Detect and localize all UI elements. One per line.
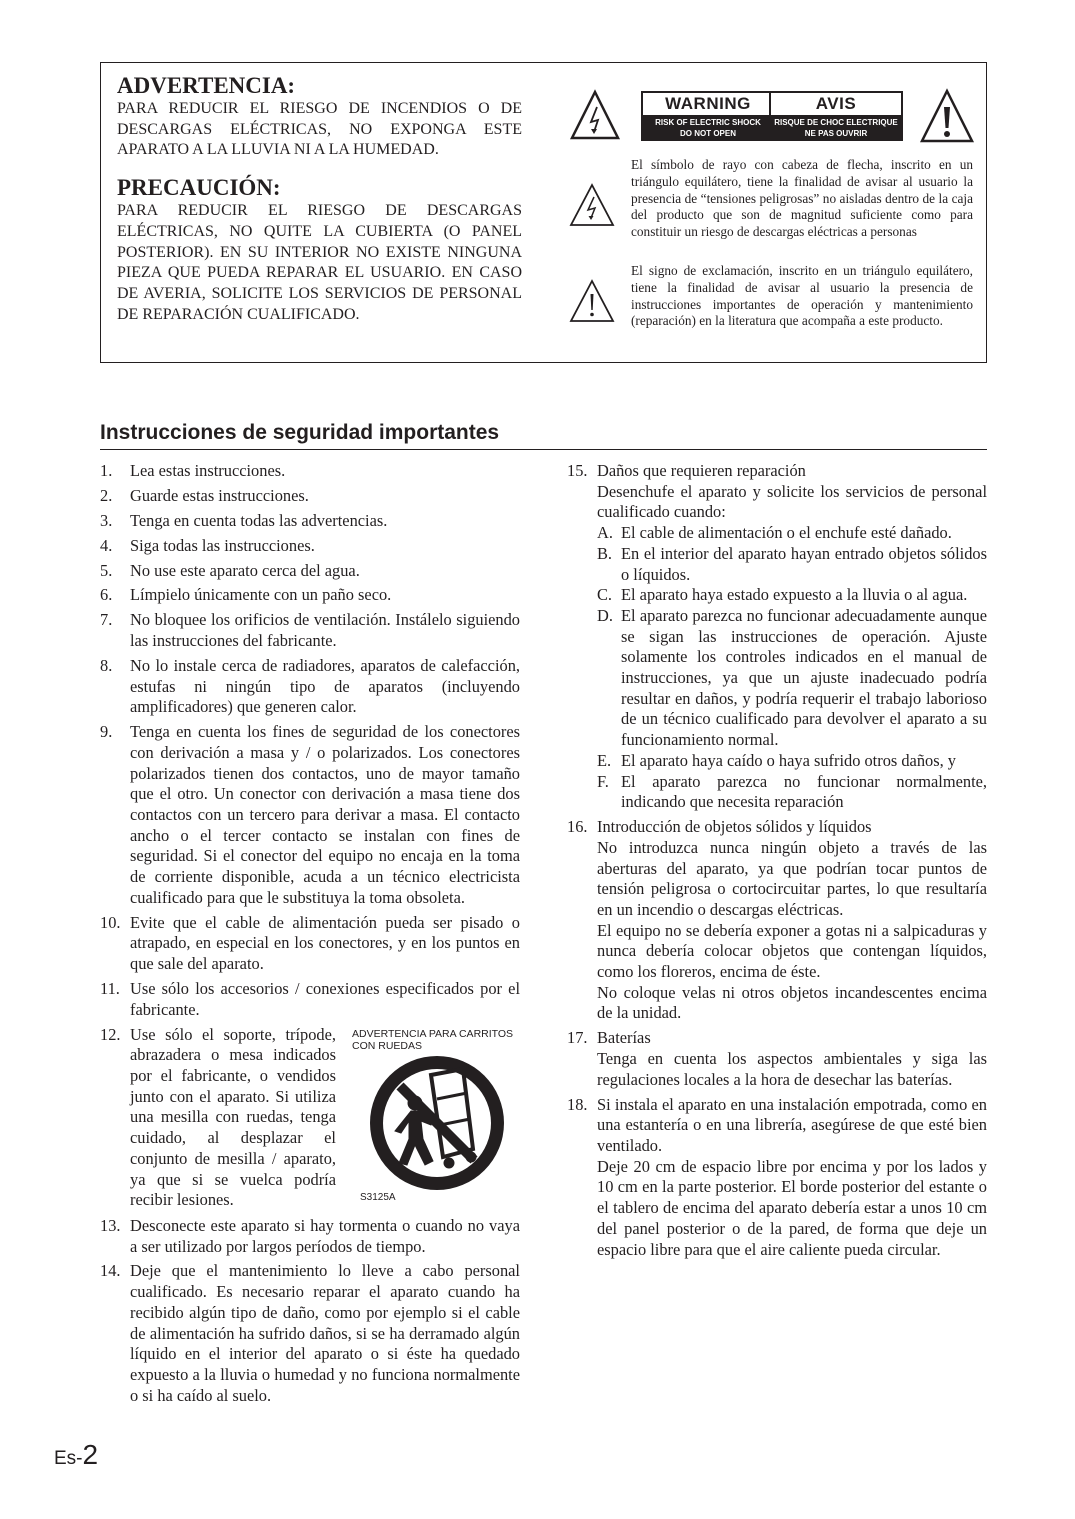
page-number-prefix: Es- (54, 1448, 83, 1469)
warning-label-text (641, 117, 775, 139)
exclamation-description: El signo de exclamación, inscrito en un triángulo equilátero, tiene la finalidad de avisar al usuario la presencia de instrucciones importantes de operación y mantenimiento (reparación) en la literatura que acompaña a este producto. (631, 263, 973, 329)
item-intro: Desenchufe el aparato y solicite los servicios de personal cualificado cuando: (597, 481, 987, 522)
item-title: Daños que requieren reparación (597, 461, 806, 480)
list-item (567, 1028, 987, 1090)
sub-item (597, 585, 987, 606)
right-column (567, 461, 987, 1264)
advertencia-heading: ADVERTENCIA: (117, 73, 296, 98)
item-number: 5. (100, 560, 113, 580)
item-text: Desconecte este aparato si hay tormenta o cuando no vaya a ser utilizado por largos períodos de tiempo. (130, 1215, 520, 1256)
sub-item (597, 606, 987, 751)
page-number-value: 2 (82, 1439, 99, 1470)
sub-item-text: El aparato haya estado expuesto a la lluvia o al agua. (621, 585, 968, 605)
item-number: 11. (100, 979, 120, 999)
lightning-symbol-row (569, 157, 973, 241)
list-item (100, 461, 520, 482)
precaucion-text: PARA REDUCIR EL RIESGO DE DESCARGAS ELÉCTRICAS, NO QUITE LA CUBIERTA (O PANEL POSTERIOR). EN SU INTERIOR NO EXISTE NINGUNA PIEZA QUE PUEDA REPARAR EL USUARIO. EN CASO DE AVERIA, SOLICITE LOS SERVICIOS DE PERSONAL DE REPARACIÓN CUALIFICADO. (117, 202, 522, 323)
warning-box (100, 62, 987, 363)
list-item (100, 610, 520, 651)
precaucion-heading: PRECAUCIÓN: (117, 175, 281, 201)
item-number: 17. (567, 1028, 588, 1048)
item-number: 2. (100, 485, 113, 505)
warning-label-line2: DO NOT OPEN (679, 129, 736, 138)
sub-item-text: El cable de alimentación o el enchufe esté dañado. (621, 523, 952, 543)
item-paragraph: Deje 20 cm de espacio libre por encima y por los lados y 10 cm en la parte posterior. El borde posterior del estante o el tablero de encima del aparato debería estar a unos 10 cm del panel posterior o de la pared, de forma que deje un espacio libre para que el aire caliente pueda circular. (597, 1156, 987, 1259)
sub-item-letter: E. (597, 750, 612, 770)
list-item (567, 1095, 987, 1261)
list-item (567, 461, 987, 813)
cart-warning-figure (352, 1025, 520, 1205)
avis-label-line2: NE PAS OUVRIR (804, 129, 868, 138)
item-number: 10. (100, 912, 121, 932)
list-item (100, 486, 520, 507)
page-number (54, 1438, 98, 1476)
sub-item-text: El aparato parezca no funcionar adecuadamente aunque se sigan las instrucciones de operación. Ajuste solamente los controles indicados en el manual de instrucciones, ya que un ajuste inadecuado podría resultar en daños, y podría requerir el trabajo laborioso de un técnico cualificado para devolver el aparato a su funcionamiento normal. (621, 605, 987, 750)
list-item (100, 979, 520, 1020)
item-text: Use sólo los accesorios / conexiones especificados por el fabricante. (130, 979, 520, 1019)
list-item (100, 1025, 520, 1212)
exclamation-symbol-row (569, 263, 973, 330)
item-number: 3. (100, 510, 113, 530)
sub-item (597, 544, 987, 585)
item-number: 7. (100, 610, 113, 630)
item-number: 8. (100, 655, 113, 675)
item-number: 4. (100, 535, 113, 555)
item-number: 1. (100, 461, 113, 480)
list-item (100, 511, 520, 532)
exclamation-triangle-icon (569, 279, 615, 323)
item-text: No lo instale cerca de radiadores, aparatos de calefacción, estufas ni ningún tipo de aparatos (incluyendo amplificadores) que generen calor. (130, 655, 520, 717)
item-number: 6. (100, 585, 113, 605)
avis-label-text (769, 117, 903, 139)
warning-label (641, 91, 775, 141)
sub-item-letter: F. (597, 771, 609, 791)
lightning-description: El símbolo de rayo con cabeza de flecha, inscrito en un triángulo equilátero, tiene la finalidad de avisar al usuario la presencia de “tensiones peligrosas” no aisladas dentro de la caja del producto que son de magnitud suficiente como para constituir un riesgo de descargas eléctricas a personas (631, 157, 973, 240)
list-item (100, 1261, 520, 1406)
item-text: Siga todas las instrucciones. (130, 535, 315, 555)
sub-item-letter: D. (597, 605, 613, 625)
item-title: Baterías (597, 1028, 651, 1048)
cart-caption-line1: ADVERTENCIA PARA CARRITOS (352, 1027, 514, 1040)
sub-item-text: El aparato parezca no funcionar normalmente, indicando que necesita reparación (621, 771, 987, 812)
item-text: Deje que el mantenimiento lo lleve a cabo personal cualificado. Es necesario reparar el aparato cuando ha recibido algún tipo de daño, como por ejemplo si el cable de alimentación ha sufrido daños, si se ha derramado algún líquido en el interior del aparato o si éste ha quedado expuesto a la lluvia o humedad y no funciona normalmente o si ha caído al suelo. (130, 1261, 520, 1405)
warning-label-line1: RISK OF ELECTRIC SHOCK (655, 118, 761, 127)
list-item (100, 722, 520, 908)
item-paragraph: No introduzca nunca ningún objeto a través de las aberturas del aparato, ya que podrían tocar puntos de tensión peligrosa o cortocircuitar partes, lo que resultaría en un incendio o descargas eléctricas. (597, 837, 987, 919)
item-text: Guarde estas instrucciones. (130, 485, 309, 505)
item-text: Use sólo el soporte, trípode, abrazadera o mesa indicados por el fabricante, o vendidos junto con el aparato. Si utiliza una mesilla con ruedas, tenga cuidado, al desplazar el conjunto de mesilla / aparato, ya que si se vuelca podría recibir lesiones. (130, 1024, 336, 1210)
list-item (567, 817, 987, 1024)
item-title: Introducción de objetos sólidos y líquidos (597, 817, 872, 837)
sub-item-text: El aparato haya caído o haya sufrido otros daños, y (621, 750, 956, 770)
list-item (100, 536, 520, 557)
avis-label (769, 91, 903, 141)
sub-item (597, 523, 987, 544)
cart-caption-line2: CON RUEDAS (352, 1039, 423, 1052)
item-paragraph: Tenga en cuenta los aspectos ambientales y siga las regulaciones locales a la hora de desechar las baterías. (597, 1049, 987, 1089)
sub-item (597, 751, 987, 772)
item-number: 18. (567, 1094, 588, 1114)
item-text: No use este aparato cerca del agua. (130, 560, 360, 580)
cart-tipover-icon (367, 1053, 507, 1193)
item-number: 9. (100, 722, 113, 742)
exclamation-triangle-icon (919, 88, 975, 144)
avis-label-line1: RISQUE DE CHOC ELECTRIQUE (774, 118, 898, 127)
item-text: Tenga en cuenta todas las advertencias. (130, 510, 388, 530)
instruction-list-continued (100, 1216, 520, 1407)
sub-item-letter: B. (597, 543, 613, 563)
item-paragraph: No coloque velas ni otros objetos incandescentes encima de la unidad. (597, 982, 987, 1023)
warning-label-title: WARNING (643, 93, 773, 115)
cart-figure-caption (352, 1028, 520, 1052)
item-text: Límpielo únicamente con un paño seco. (130, 585, 392, 605)
item-paragraph: Si instala el aparato en una instalación empotrada, como en una estantería o en una librería, asegúrese de que esté bien ventilado. (597, 1094, 987, 1156)
item-text: Lea estas instrucciones. (130, 461, 286, 480)
advertencia-text: PARA REDUCIR EL RIESGO DE INCENDIOS O DE DESCARGAS ELÉCTRICAS, NO EXPONGA ESTE APARATO A LA LLUVIA NI A LA HUMEDAD. (117, 100, 522, 159)
item-number: 15. (567, 461, 588, 480)
sub-item-letter: A. (597, 523, 613, 543)
list-item (100, 913, 520, 975)
item-paragraph: El equipo no se debería exponer a gotas ni a salpicaduras y nunca debería colocar objetos que contengan líquidos, como los floreros, encima de éste. (597, 920, 987, 982)
item-number: 14. (100, 1261, 121, 1281)
item-number: 13. (100, 1215, 121, 1235)
lightning-triangle-icon (569, 183, 615, 227)
item-number: 12. (100, 1024, 121, 1044)
cart-figure-code: S3125A (360, 1191, 396, 1203)
instruction-list (100, 461, 520, 1020)
sub-item-letter: C. (597, 585, 613, 605)
lightning-triangle-icon (569, 89, 621, 141)
left-column (100, 461, 520, 1411)
warning-text-column (117, 73, 522, 325)
caution-labels (569, 89, 989, 147)
avis-label-title: AVIS (771, 93, 901, 115)
item-text: No bloquee los orificios de ventilación. Instálelo siguiendo las instrucciones del fabricante. (130, 610, 520, 651)
sub-item (597, 772, 987, 813)
list-item (100, 1216, 520, 1257)
item-text: Evite que el cable de alimentación pueda ser pisado o atrapado, en especial en los conectores, y en los puntos en que sale del aparato. (130, 912, 520, 974)
list-item (100, 656, 520, 718)
item-number: 16. (567, 817, 588, 837)
subitem-list (597, 523, 987, 813)
list-item (100, 561, 520, 582)
list-item (100, 585, 520, 606)
sub-item-text: En el interior del aparato hayan entrado objetos sólidos o líquidos. (621, 543, 987, 584)
section-title: Instrucciones de seguridad importantes (100, 418, 987, 450)
item-text: Tenga en cuenta los fines de seguridad de los conectores con derivación a masa y / o polarizados. Los conectores polarizados tienen dos contactos, uno de mayor tamaño que el otro. Un conector con derivación a masa tiene dos contactos con un tercero para derivar a masa. El contacto ancho o el tercer contacto se instalan con fines de seguridad. Si el conector del equipo no encaja en la toma de corriente disponible, acuda a un técnico electricista cualificado para que le substituya la toma obsoleta. (130, 722, 520, 907)
